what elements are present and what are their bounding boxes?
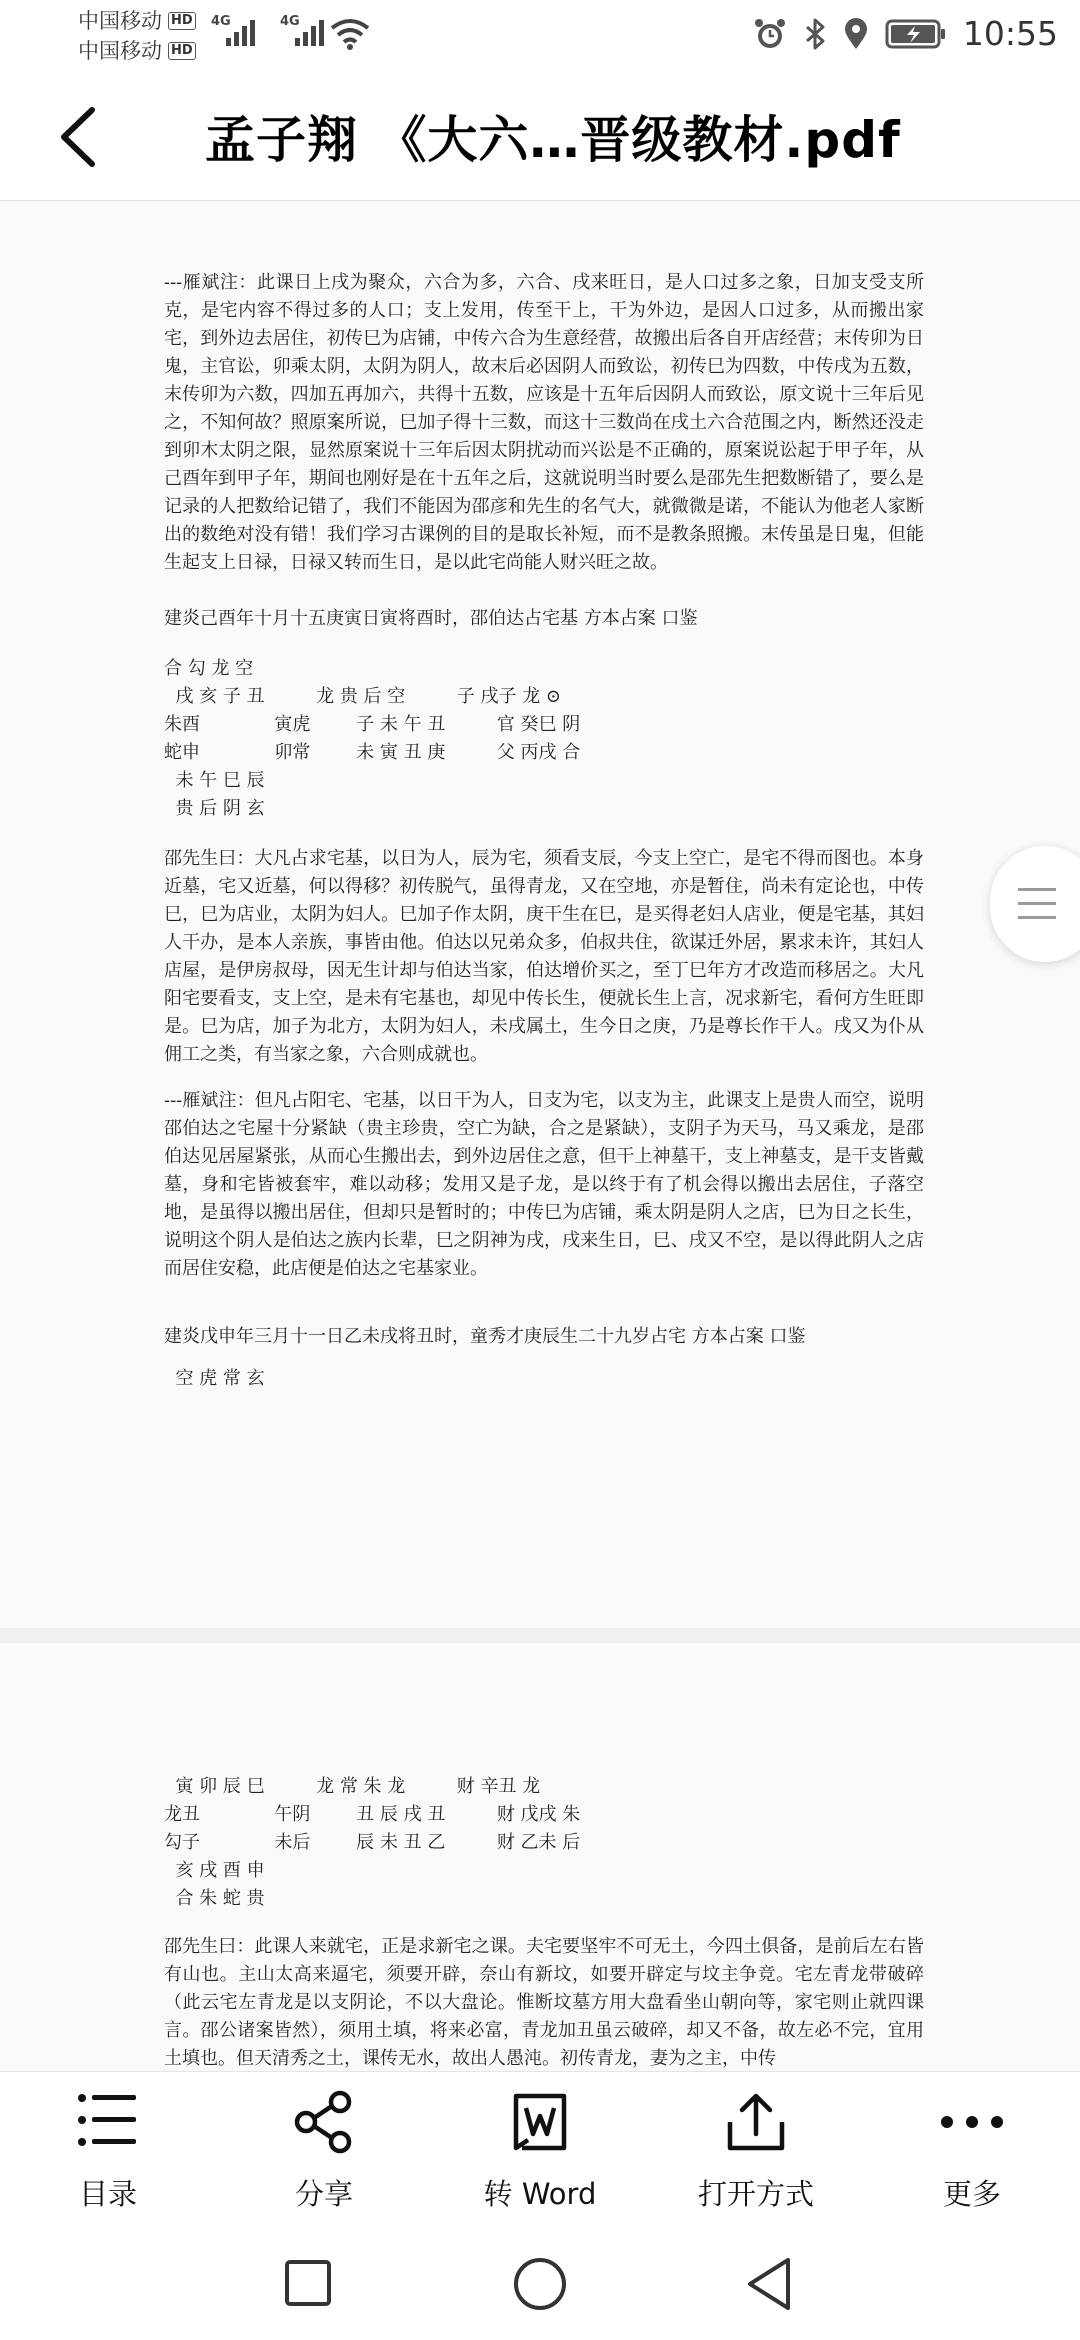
title-bar — [0, 72, 1080, 201]
wifi-icon — [330, 18, 370, 50]
annotation-paragraph-2: ---雁斌注：但凡占阳宅、宅基，以日干为人，日支为宅，以支为主，此课支上是贵人而空，说明邵伯达之宅屋十分紧缺（贵主珍贵，空亡为缺，合之是紧缺），支阴子为天马，马又乘龙，是邵伯达见居屋紧张，从而心生搬出去，到外边居住之意，但干上神墓干，支上神墓支，是干支皆戴墓，身和宅皆被套牢，难以动移；发用又是子龙，是以终于有了机会得以搬出去居住，子落空地，是虽得以搬出居住，但却只是暂时的；中传巳为店铺，乘太阴是阴人之店，巳为日之长生，说明这个阴人是伯达之族内长辈，巳之阴神为戌，戌来生日，巳、戌又不空，是以得此阴人之店而居住安稳，此店便是伯达之宅基家业。 — [164, 1090, 924, 1279]
open-with-icon — [724, 2090, 788, 2154]
toolbar-label: 打开方式 — [697, 2177, 814, 2211]
toolbar-convert-word-button[interactable] — [432, 2072, 648, 2227]
status-bar — [0, 0, 1080, 72]
chart-line: 龙丑 午阴 丑 辰 戌 丑 财 戊戌 朱 — [164, 1804, 581, 1825]
chart-line: 亥 戌 酉 申 — [164, 1860, 265, 1881]
toolbar-label: 转 Word — [483, 2177, 597, 2211]
carrier-info — [78, 6, 196, 66]
bluetooth-icon — [803, 17, 827, 51]
toolbar-label: 目录 — [78, 2177, 137, 2211]
signal-icon-1 — [226, 20, 255, 46]
document-title: 孟子翔 《大六…晋级教材.pdf — [205, 111, 901, 169]
list-icon — [76, 2090, 140, 2150]
pdf-page-1 — [0, 201, 1080, 1628]
signal-icon-2 — [295, 20, 324, 46]
chart-line: 贵 后 阴 玄 — [164, 798, 265, 819]
carrier-1-label: 中国移动 — [78, 9, 162, 33]
pdf-viewer[interactable] — [0, 201, 1080, 2071]
alarm-icon — [753, 17, 787, 51]
commentary-paragraph: 邵先生曰：大凡占求宅基，以日为人，辰为宅，须看支辰，今支上空亡，是宅不得而图也。本身近墓，宅又近墓，何以得移？初传脱气，虽得青龙，又在空地，亦是暂住，尚未有定论也，中传巳，巳为店业，太阴为妇人。巳加子作太阴，庚干生在巳，是买得老妇人店业，便是宅基，其妇人干办，是本人亲族，事皆由他。伯达以兄弟众多，伯叔共住，欲谋迁外居，累求未许，其妇人店屋，是伊房叔母，因无生计却与伯达当家，伯达增价买之，至丁巳年方才改造而移居之。大凡阳宅要看支，支上空，是未有宅基也，却见中传长生，便就长生上言，况求新宅，看何方生旺即是。巳为店，加子为北方，太阴为妇人，未戌属土，生今日之庚，乃是尊长作干人。戌又为仆从佣工之类，有当家之象，六合则成就也。 — [164, 848, 924, 1065]
system-navigation-bar — [0, 2226, 1080, 2340]
toolbar-label: 分享 — [294, 2177, 353, 2211]
page2-content — [164, 1773, 924, 2071]
status-right-group — [753, 14, 1058, 53]
toolbar-contents-button[interactable] — [0, 2072, 216, 2227]
toolbar-open-with-button[interactable] — [648, 2072, 864, 2227]
chart-line: 蛇申 卯常 未 寅 丑 庚 父 丙戌 合 — [164, 742, 581, 763]
bottom-toolbar — [0, 2071, 1080, 2227]
home-button[interactable] — [512, 2256, 568, 2312]
share-icon — [292, 2090, 356, 2154]
more-icon — [937, 2090, 1007, 2154]
location-icon — [843, 17, 869, 51]
chart-line: 勾子 未后 辰 未 丑 乙 财 乙未 后 — [164, 1832, 581, 1853]
case-title-1: 建炎己酉年十月十五庚寅日寅将酉时，邵伯达占宅基 方本占案 口鉴 — [164, 608, 698, 629]
back-button[interactable] — [50, 102, 110, 172]
annotation-paragraph-1: ---雁斌注：此课日上戌为聚众，六合为多，六合、戌来旺日，是人口过多之象，日加支受支所克，是宅内容不得过多的人口；支上发用，传至干上，干为外边，是因人口过多，从而搬出家宅，到外边去居住，初传巳为店铺，中传六合为生意经营，故搬出后各自开店经营；末传卯为日鬼，主官讼，卯乘太阴，太阴为阴人，故末后必因阴人而致讼，初传巳为四数，中传戌为五数，末传卯为六数，四加五再加六，共得十五数，应该是十五年后因阴人而致讼，原文说十三年后见之，不知何故？照原案所说，巳加子得十三数，而这十三数尚在戌土六合范围之内，断然还没走到卯木太阴之限，显然原案说十三年后因太阴扰动而兴讼是不正确的，原案说讼起于甲子年，从己酉年到甲子年，期间也刚好是在十五年之后，这就说明当时要么是邵先生把数断错了，要么是记录的人把数给记错了，我们不能因为邵彦和先生的名气大，就微微是诺，不能认为他老人家断出的数绝对没有错！我们学习古课例的目的是取长补短，而不是教条照搬。末传虽是日鬼，但能生起支上日禄，日禄又转而生日，是以此宅尚能人财兴旺之故。 — [164, 272, 924, 573]
recent-apps-button[interactable] — [283, 2258, 333, 2308]
divination-chart-1 — [164, 655, 924, 823]
toolbar-label: 更多 — [942, 2177, 1001, 2211]
chart-line: 寅 卯 辰 巳 龙 常 朱 龙 财 辛丑 龙 — [164, 1776, 541, 1797]
chart-line: 戌 亥 子 丑 龙 贵 后 空 子 戌子 龙 ⊙ — [164, 686, 562, 707]
hd-badge: HD — [168, 12, 196, 30]
word-convert-icon — [508, 2090, 572, 2154]
chart-line: 合 朱 蛇 贵 — [164, 1888, 265, 1909]
carrier-2-label: 中国移动 — [78, 39, 162, 63]
page1-content — [164, 269, 924, 1393]
network-type-1: 4G — [211, 14, 231, 29]
case-title-2: 建炎戊申年三月十一日乙未戌将丑时，童秀才庚辰生二十九岁占宅 方本占案 口鉴 — [164, 1326, 806, 1347]
toolbar-more-button[interactable] — [864, 2072, 1080, 2227]
chart-line: 合 勾 龙 空 — [164, 658, 254, 679]
back-nav-button[interactable] — [744, 2256, 796, 2312]
hamburger-icon — [1016, 884, 1058, 924]
network-type-2: 4G — [280, 14, 300, 29]
pdf-page-2 — [0, 1643, 1080, 2071]
battery-icon — [885, 17, 947, 51]
hd-badge-2: HD — [168, 42, 196, 60]
divination-chart-2 — [164, 1773, 924, 1913]
toolbar-share-button[interactable] — [216, 2072, 432, 2227]
chart-line: 朱酉 寅虎 子 未 午 丑 官 癸巳 阴 — [164, 714, 581, 735]
chart-line: 未 午 巳 辰 — [164, 770, 265, 791]
chart-line: 空 虎 常 玄 — [164, 1368, 265, 1389]
clock: 10:55 — [962, 14, 1058, 53]
commentary-paragraph-2: 邵先生曰：此课人来就宅，正是求新宅之课。夫宅要坚牢不可无土，今四土俱备，是前后左右皆有山也。主山太高来逼宅，须要开辟，奈山有新坟，如要开辟定与坟主争竞。宅左青龙带破碎（此云宅左青龙是以支阴论，不以大盘论。惟断坟墓方用大盘看坐山朝向等，家宅则止就四课言。邵公诸案皆然），须用土填，将来必富，青龙加丑虽云破碎，却又不备，故左必不完，宜用土填也。但天清秀之土，课传无水，故出人愚沌。初传青龙，妻为之主，中传 — [164, 1936, 924, 2069]
